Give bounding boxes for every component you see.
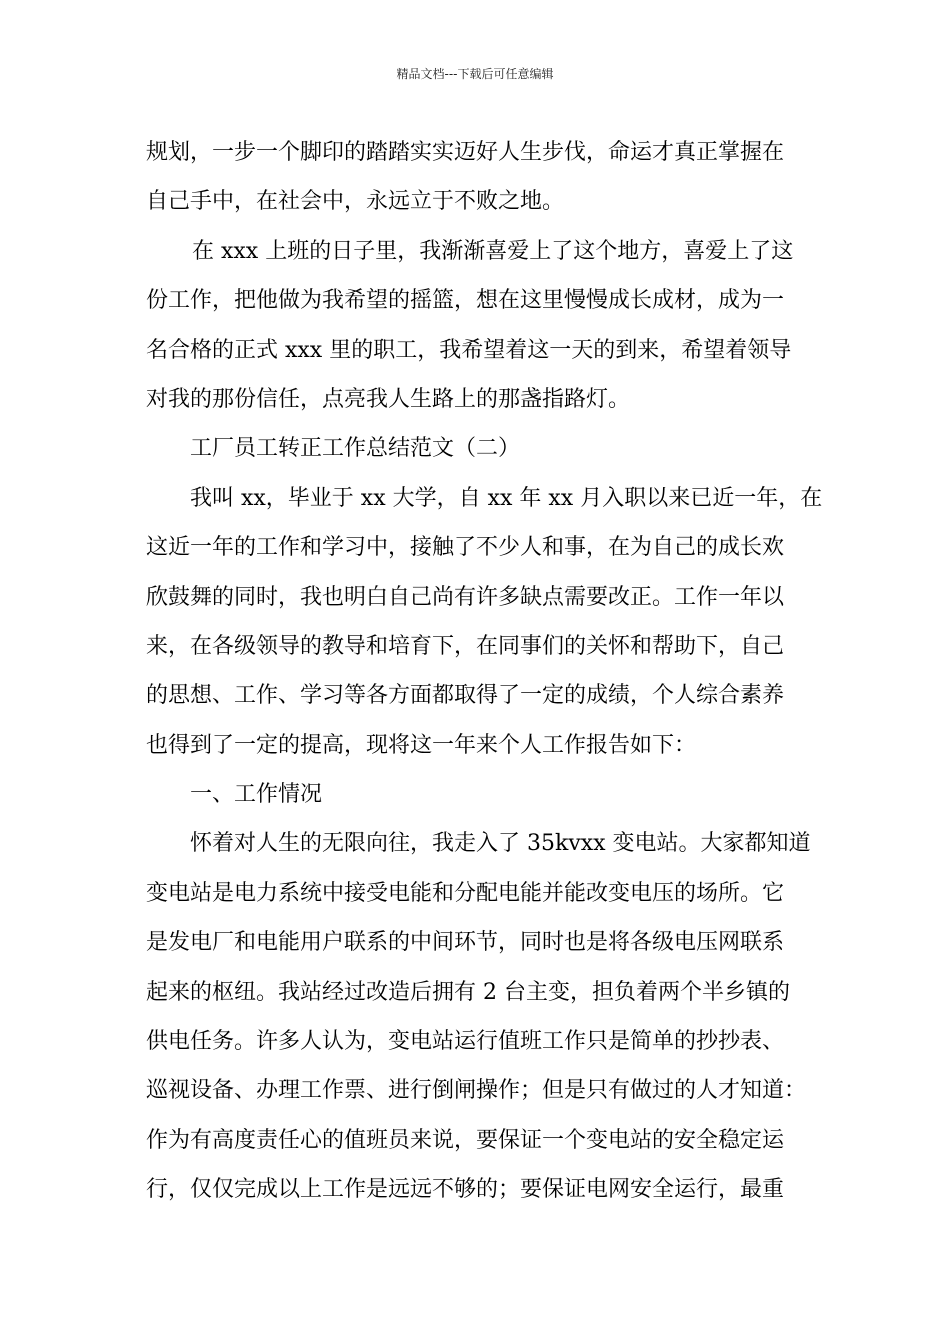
- text-line: 也得到了一定的提高，现将这一年来个人工作报告如下：: [146, 732, 697, 758]
- text-line: 是发电厂和电能用户联系的中间环节，同时也是将各级电压网联系: [146, 930, 785, 956]
- text-line: 行，仅仅完成以上工作是远远不够的；要保证电网安全运行，最重: [146, 1177, 785, 1203]
- text-line: 来，在各级领导的教导和培育下，在同事们的关怀和帮助下，自己: [146, 633, 785, 659]
- document-body: [146, 128, 823, 1215]
- page-header: 精品文档---下载后可任意编辑: [396, 67, 554, 81]
- text-line: 变电站是电力系统中接受电能和分配电能并能改变电压的场所。它: [146, 880, 785, 906]
- text-line: 的思想、工作、学习等各方面都取得了一定的成绩，个人综合素养: [146, 683, 785, 709]
- text-line: 在 xxx 上班的日子里，我渐渐喜爱上了这个地方，喜爱上了这: [192, 238, 794, 264]
- text-line: 这近一年的工作和学习中，接触了不少人和事，在为自己的成长欢: [146, 535, 785, 561]
- text-line: 作为有高度责任心的值班员来说，要保证一个变电站的安全稳定运: [146, 1127, 785, 1153]
- text-line: 对我的那份信任，点亮我人生路上的那盏指路灯。: [146, 386, 631, 412]
- text-line: 自己手中，在社会中，永远立于不败之地。: [146, 189, 565, 215]
- text-line: 规划，一步一个脚印的踏踏实实迈好人生步伐，命运才真正掌握在: [146, 140, 785, 165]
- text-line: 份工作，把他做为我希望的摇篮，想在这里慢慢成长成材，成为一: [146, 288, 785, 314]
- text-line: 巡视设备、办理工作票、进行倒闸操作；但是只有做过的人才知道：: [146, 1078, 807, 1104]
- text-line: 怀着对人生的无限向往，我走入了 35kvxx 变电站。大家都知道: [190, 831, 811, 857]
- text-line: 我叫 xx，毕业于 xx 大学，自 xx 年 xx 月入职以来已近一年，在: [190, 485, 823, 511]
- text-line: 起来的枢纽。我站经过改造后拥有 2 台主变，担负着两个半乡镇的: [146, 979, 790, 1005]
- section-heading: 工厂员工转正工作总结范文（二）: [190, 436, 521, 462]
- subsection-heading: 一、工作情况: [190, 782, 323, 808]
- text-line: 供电任务。许多人认为，变电站运行值班工作只是简单的抄抄表、: [146, 1029, 785, 1055]
- text-line: 欣鼓舞的同时，我也明白自己尚有许多缺点需要改正。工作一年以: [146, 584, 785, 610]
- text-line: 名合格的正式 xxx 里的职工，我希望着这一天的到来，希望着领导: [146, 337, 792, 363]
